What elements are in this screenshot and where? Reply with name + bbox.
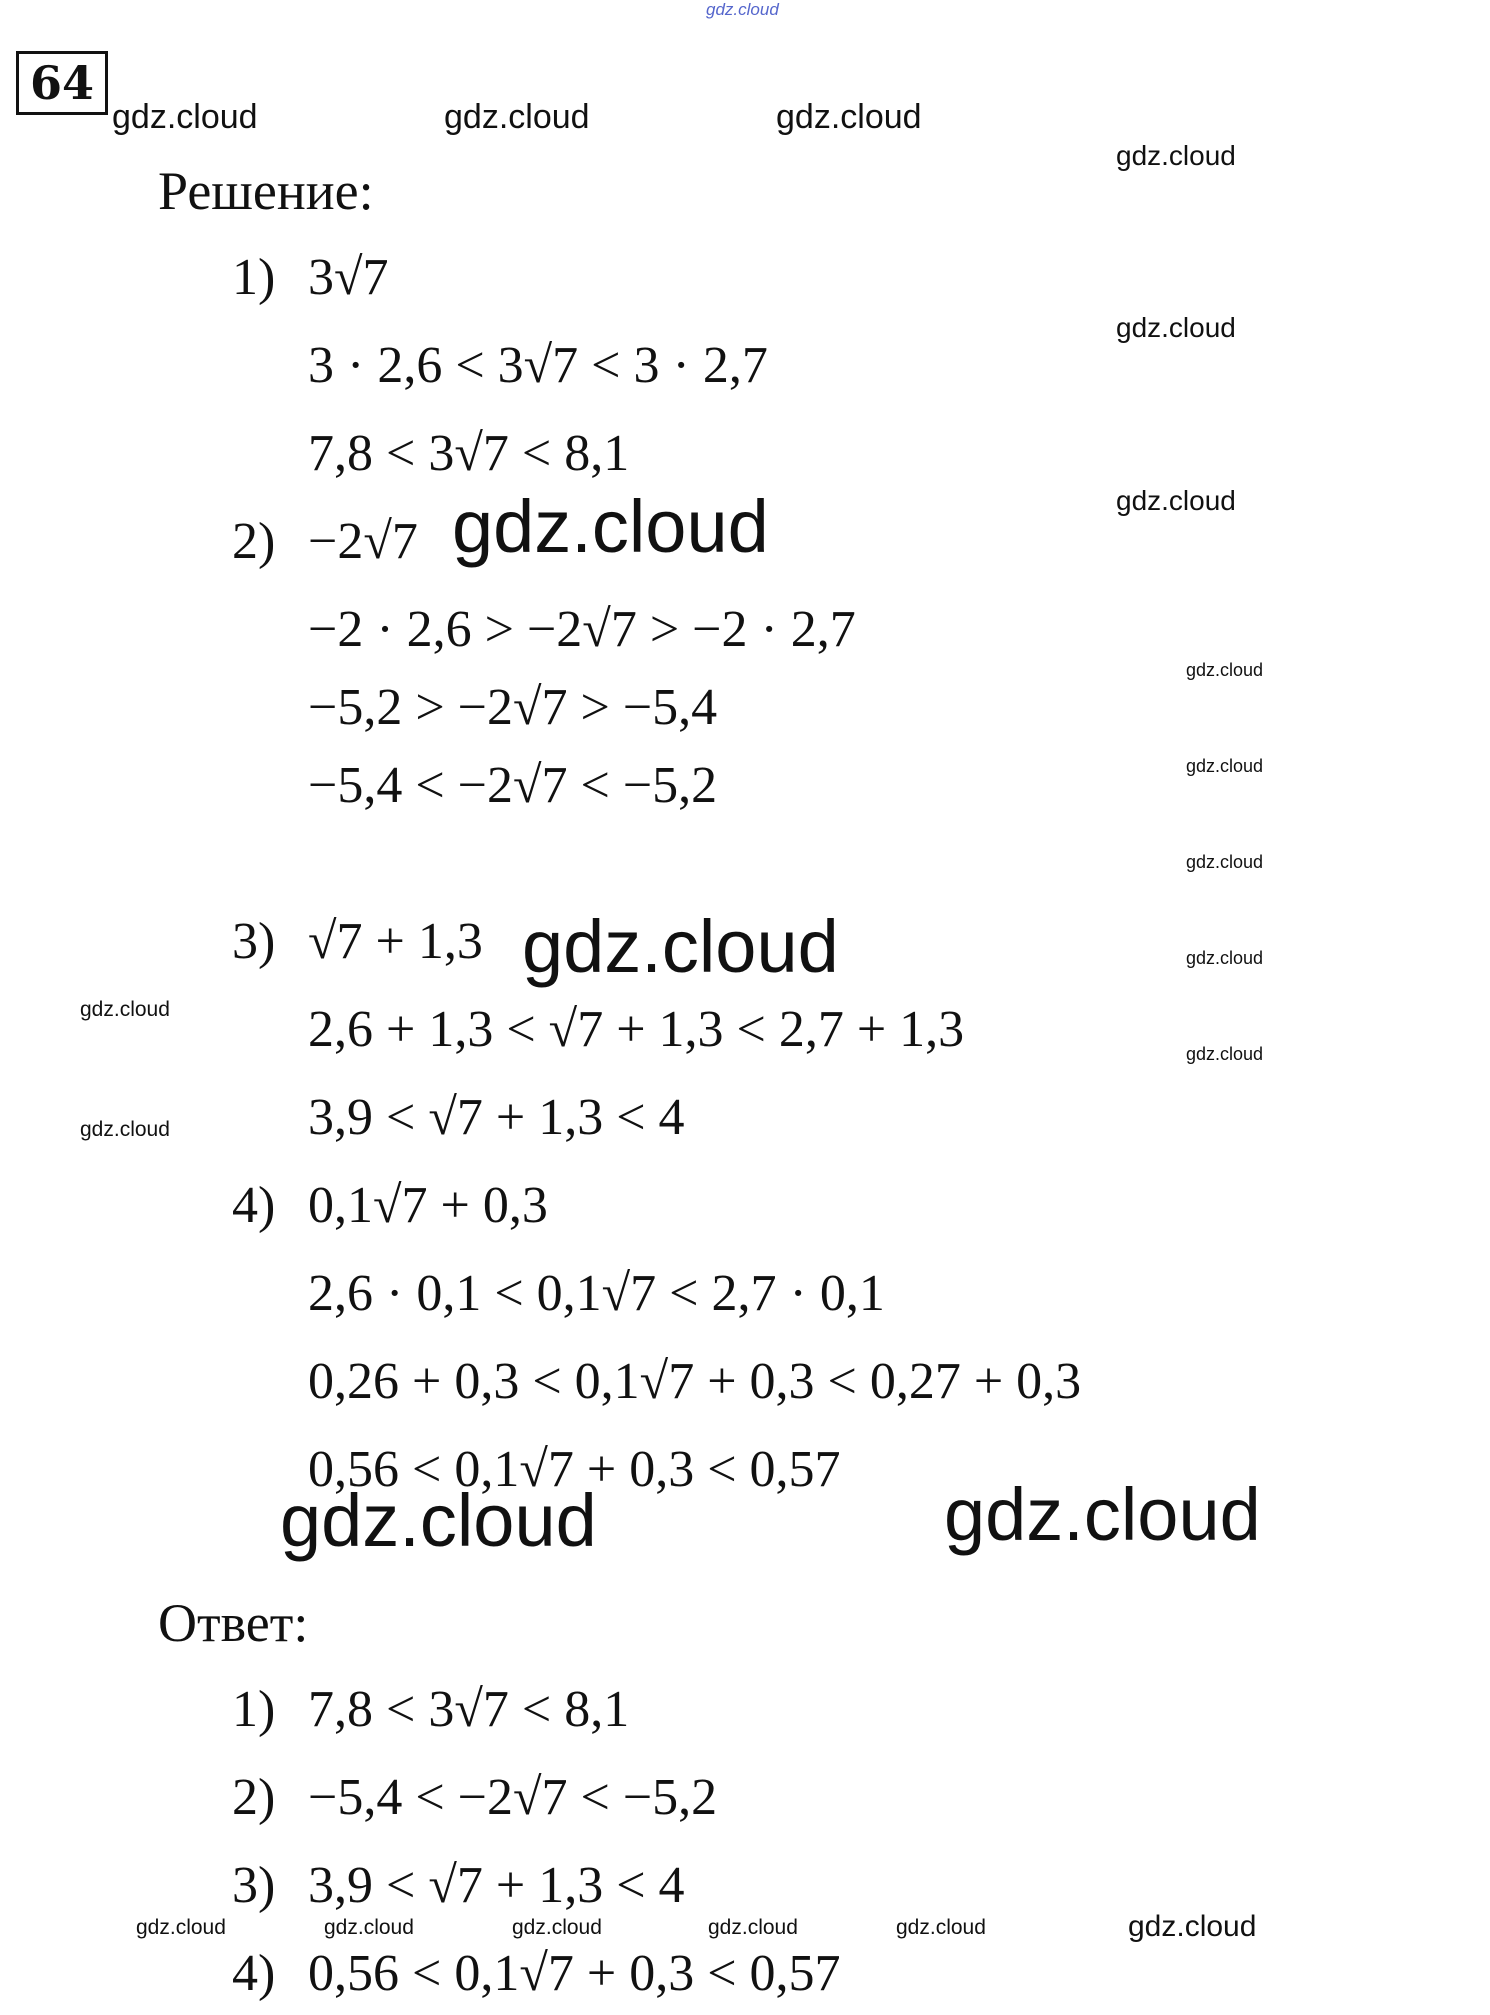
answer-item-number: 2) — [232, 1769, 276, 1826]
watermark: gdz.cloud — [1186, 660, 1264, 680]
answer-line: −5,4 < −2√7 < −5,2 — [308, 1769, 718, 1826]
solution-item-number: 2) — [232, 513, 276, 570]
watermark: gdz.cloud — [112, 98, 258, 136]
watermark: gdz.cloud — [944, 1473, 1261, 1556]
solution-item-number: 1) — [232, 249, 276, 306]
problem-number: 64 — [16, 51, 108, 115]
watermark: gdz.cloud — [1128, 1910, 1257, 1943]
solution-line: 0,56 < 0,1√7 + 0,3 < 0,57 — [308, 1441, 841, 1498]
watermark: gdz.cloud — [1116, 485, 1236, 516]
solution-line: 2,6 · 0,1 < 0,1√7 < 2,7 · 0,1 — [308, 1265, 885, 1322]
solution-item-number: 3) — [232, 913, 276, 970]
watermark: gdz.cloud — [896, 1916, 986, 1939]
solution-line: −5,2 > −2√7 > −5,4 — [308, 679, 718, 736]
solution-heading: Решение: — [158, 161, 374, 221]
watermark: gdz.cloud — [324, 1916, 414, 1939]
solution-line: 0,1√7 + 0,3 — [308, 1177, 548, 1234]
solution-line: √7 + 1,3 — [308, 913, 483, 970]
watermark: gdz.cloud — [452, 485, 769, 568]
answer-line: 0,56 < 0,1√7 + 0,3 < 0,57 — [308, 1945, 841, 2002]
solution-line: 3,9 < √7 + 1,3 < 4 — [308, 1089, 685, 1146]
answer-item-number: 3) — [232, 1857, 276, 1914]
answer-line: 7,8 < 3√7 < 8,1 — [308, 1681, 630, 1738]
watermark: gdz.cloud — [1116, 312, 1236, 343]
watermark: gdz.cloud — [280, 1479, 597, 1562]
solution-line: 3√7 — [308, 249, 389, 306]
watermark: gdz.cloud — [708, 1916, 798, 1939]
watermark: gdz.cloud — [1186, 1044, 1264, 1064]
watermark: gdz.cloud — [1186, 948, 1264, 968]
watermark: gdz.cloud — [1186, 852, 1264, 872]
solution-line: 3 · 2,6 < 3√7 < 3 · 2,7 — [308, 337, 768, 394]
watermark: gdz.cloud — [444, 98, 590, 136]
watermark: gdz.cloud — [522, 905, 839, 988]
answer-heading: Ответ: — [158, 1593, 309, 1653]
answer-line: 3,9 < √7 + 1,3 < 4 — [308, 1857, 685, 1914]
solution-line: −2 · 2,6 > −2√7 > −2 · 2,7 — [308, 601, 856, 658]
watermark: gdz.cloud — [706, 0, 779, 19]
watermark: gdz.cloud — [1186, 756, 1264, 776]
solution-line: 2,6 + 1,3 < √7 + 1,3 < 2,7 + 1,3 — [308, 1001, 965, 1058]
watermark: gdz.cloud — [136, 1916, 226, 1939]
solution-line: −2√7 — [308, 513, 418, 570]
solution-item-number: 4) — [232, 1177, 276, 1234]
answer-item-number: 4) — [232, 1945, 276, 2002]
watermark: gdz.cloud — [512, 1916, 602, 1939]
solution-line: 0,26 + 0,3 < 0,1√7 + 0,3 < 0,27 + 0,3 — [308, 1353, 1082, 1410]
solution-line: −5,4 < −2√7 < −5,2 — [308, 757, 718, 814]
solution-line: 7,8 < 3√7 < 8,1 — [308, 425, 630, 482]
watermark: gdz.cloud — [80, 1118, 170, 1141]
answer-item-number: 1) — [232, 1681, 276, 1738]
watermark: gdz.cloud — [776, 98, 922, 136]
watermark: gdz.cloud — [80, 998, 170, 1021]
watermark: gdz.cloud — [1116, 140, 1236, 171]
